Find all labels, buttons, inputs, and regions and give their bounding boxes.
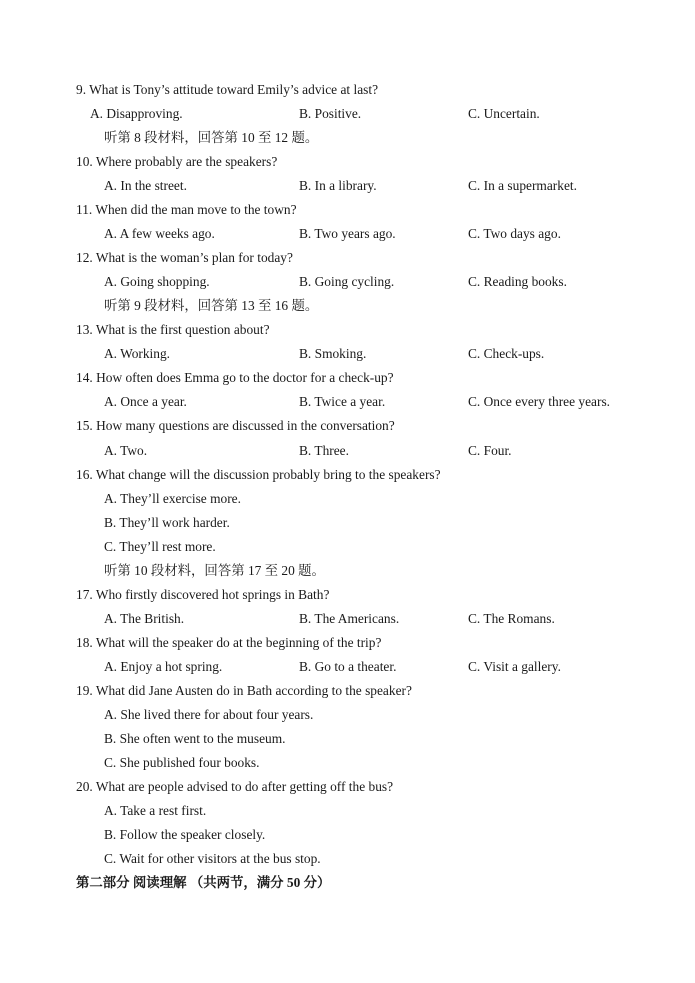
option-c: C. Visit a gallery. xyxy=(468,658,561,674)
option-a: A. Once a year. xyxy=(104,394,187,410)
option-row xyxy=(0,608,695,630)
option-line: B. Follow the speaker closely. xyxy=(104,826,266,842)
option-c: C. Uncertain. xyxy=(468,106,540,121)
option-row xyxy=(0,175,695,197)
option-c: C. Once every three years. xyxy=(468,394,611,410)
option-b: B. Two years ago. xyxy=(299,226,396,242)
option-line: B. She often went to the museum. xyxy=(104,730,286,746)
option-a: A. A few weeks ago. xyxy=(104,226,215,242)
section-instruction: 听第 10 段材料，回答第 17 至 20 题。 xyxy=(104,562,325,578)
question-text: 10. Where probably are the speakers? xyxy=(76,154,278,170)
option-a: A. Working. xyxy=(104,346,170,362)
option-a: A. Going shopping. xyxy=(104,274,210,290)
question-text: 14. How often does Emma go to the doctor for a check-up? xyxy=(76,370,394,386)
option-b: B. Three. xyxy=(299,442,349,458)
option-c: C. Two days ago. xyxy=(468,226,561,242)
option-row xyxy=(0,223,695,245)
option-a: A. In the street. xyxy=(104,178,187,194)
option-c: C. Four. xyxy=(468,442,512,458)
option-c: C. Reading books. xyxy=(468,274,567,290)
option-b: B. In a library. xyxy=(299,178,377,194)
option-row xyxy=(0,271,695,293)
option-a: A. Enjoy a hot spring. xyxy=(104,658,223,674)
part-heading: 第二部分 阅读理解 （共两节，满分 50 分） xyxy=(76,875,331,890)
option-line: A. She lived there for about four years. xyxy=(104,706,314,722)
option-line: B. They’ll work harder. xyxy=(104,514,230,530)
question-text: 9. What is Tony’s attitude toward Emily’s advice at last? xyxy=(76,82,379,97)
question-text: 13. What is the first question about? xyxy=(76,322,270,338)
question-text: 16. What change will the discussion probably bring to the speakers? xyxy=(76,466,441,482)
section-instruction: 听第 9 段材料，回答第 13 至 16 题。 xyxy=(104,298,319,314)
option-c: C. In a supermarket. xyxy=(468,178,577,194)
option-a: A. The British. xyxy=(104,610,185,626)
option-row xyxy=(0,103,695,125)
question-text: 17. Who firstly discovered hot springs in Bath? xyxy=(76,586,330,602)
option-b: B. Twice a year. xyxy=(299,394,386,410)
option-row xyxy=(0,343,695,365)
option-b: B. Positive. xyxy=(299,106,362,121)
option-b: B. Go to a theater. xyxy=(299,658,397,674)
question-text: 20. What are people advised to do after getting off the bus? xyxy=(76,778,394,794)
option-line: C. She published four books. xyxy=(104,754,260,770)
question-text: 12. What is the woman’s plan for today? xyxy=(76,250,293,266)
option-row xyxy=(0,391,695,413)
option-c: C. Check-ups. xyxy=(468,346,545,362)
option-a: A. Two. xyxy=(104,442,148,458)
option-row xyxy=(0,656,695,678)
option-b: B. Going cycling. xyxy=(299,274,395,290)
option-c: C. The Romans. xyxy=(468,610,555,626)
option-b: B. The Americans. xyxy=(299,610,400,626)
option-row xyxy=(0,440,695,462)
option-line: A. Take a rest first. xyxy=(104,802,207,818)
section-instruction: 听第 8 段材料，回答第 10 至 12 题。 xyxy=(104,130,319,146)
option-line: C. They’ll rest more. xyxy=(104,538,216,554)
option-line: A. They’ll exercise more. xyxy=(104,490,241,506)
question-text: 15. How many questions are discussed in the conversation? xyxy=(76,418,395,434)
question-text: 11. When did the man move to the town? xyxy=(76,202,297,218)
question-text: 18. What will the speaker do at the beginning of the trip? xyxy=(76,634,382,650)
question-text: 19. What did Jane Austen do in Bath according to the speaker? xyxy=(76,682,412,698)
option-b: B. Smoking. xyxy=(299,346,367,362)
option-line: C. Wait for other visitors at the bus stop. xyxy=(104,851,321,866)
option-a: A. Disapproving. xyxy=(90,106,183,121)
